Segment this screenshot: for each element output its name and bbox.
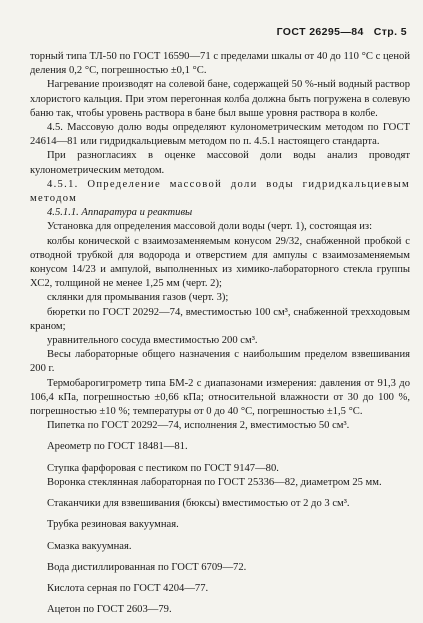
paragraph-weighing-bottles: Стаканчики для взвешивания (бюксы) вместимостью от 2 до 3 см³.	[47, 498, 350, 510]
document-body	[30, 50, 410, 617]
paragraph-vacuum-grease: Смазка вакуумная.	[47, 540, 132, 552]
paragraph-mortar: Ступка фарфоровая с пестиком по ГОСТ 9147—80.	[47, 462, 279, 474]
paragraph-flask: колбы конической с взаимозаменяемым конусом 29/32, снабженной пробкой с отводной трубкой для водорода и отверстием для ампулы с взаимозаменяемым конусом 14/23 и ампулой, выполненных из химико-лабораторного стекла группы ХС2, толщиной не менее 1,25 мм (черт. 2);	[30, 235, 410, 290]
paragraph-acetone: Ацетон по ГОСТ 2603—79.	[47, 604, 172, 616]
paragraph-thermobarohygrometer: Термобарогигрометр типа БМ-2 с диапазонами измерения: давления от 91,3 до 106,4 кПа, погрешностью ±0,66 кПа; относительной влажности от 30 до 100 %, погрешностью ±10 %; температуры от 0 до 40 °С, погрешностью ±1,5 °С.	[30, 377, 410, 418]
paragraph-thermometer-cont: торный типа ТЛ-50 по ГОСТ 16590—71 с пределами шкалы от 40 до 110 °С с ценой деления 0,2 °С, погрешностью ±0,1 °С.	[30, 51, 410, 77]
page-header	[277, 26, 407, 38]
paragraph-areometer: Ареометр по ГОСТ 18481—81.	[47, 441, 188, 453]
paragraph-gas-bottle: склянки для промывания газов (черт. 3);	[47, 292, 229, 304]
paragraph-distilled-water: Вода дистиллированная по ГОСТ 6709—72.	[47, 561, 247, 573]
section-heading-4-5-1: 4.5.1. Определение массовой доли воды гидридкальциевым методом	[30, 178, 410, 205]
page-number: Стр. 5	[373, 26, 407, 38]
paragraph-leveling-vessel: уравнительного сосуда вместимостью 200 см³.	[47, 335, 258, 347]
paragraph-pipette: Пипетка по ГОСТ 20292—74, исполнения 2, вместимостью 50 см³.	[47, 420, 350, 432]
paragraph-disagreement: При разногласиях в оценке массовой доли воды анализ проводят кулонометрическим методом.	[30, 150, 410, 176]
paragraph-4-5: 4.5. Массовую долю воды определяют кулонометрическим методом по ГОСТ 24614—81 или гидридкальциевым методом по п. 4.5.1 настоящего стандарта.	[30, 122, 410, 148]
paragraph-scales: Весы лабораторные общего назначения с наибольшим пределом взвешивания 200 г.	[30, 349, 410, 375]
standard-number: ГОСТ 26295—84	[276, 26, 364, 38]
paragraph-funnel: Воронка стеклянная лабораторная по ГОСТ 25336—82, диаметром 25 мм.	[47, 476, 382, 488]
paragraph-rubber-tube: Трубка резиновая вакуумная.	[47, 519, 179, 531]
paragraph-heating: Нагревание производят на солевой бане, содержащей 50 %-ный водный раствор хлористого кальция. При этом перегонная колба должна быть погружена в солевую баню так, чтобы уровень раствора в бане был выше уровня раствора в колбе.	[30, 79, 410, 119]
paragraph-sulfuric-acid: Кислота серная по ГОСТ 4204—77.	[47, 582, 209, 594]
paragraph-installation: Установка для определения массовой доли воды (черт. 1), состоящая из:	[47, 221, 373, 233]
paragraph-burette: бюретки по ГОСТ 20292—74, вместимостью 100 см³, снабженной трехходовым краном;	[30, 306, 410, 332]
subsection-heading-4-5-1-1: 4.5.1.1. Аппаратура и реактивы	[47, 207, 193, 219]
